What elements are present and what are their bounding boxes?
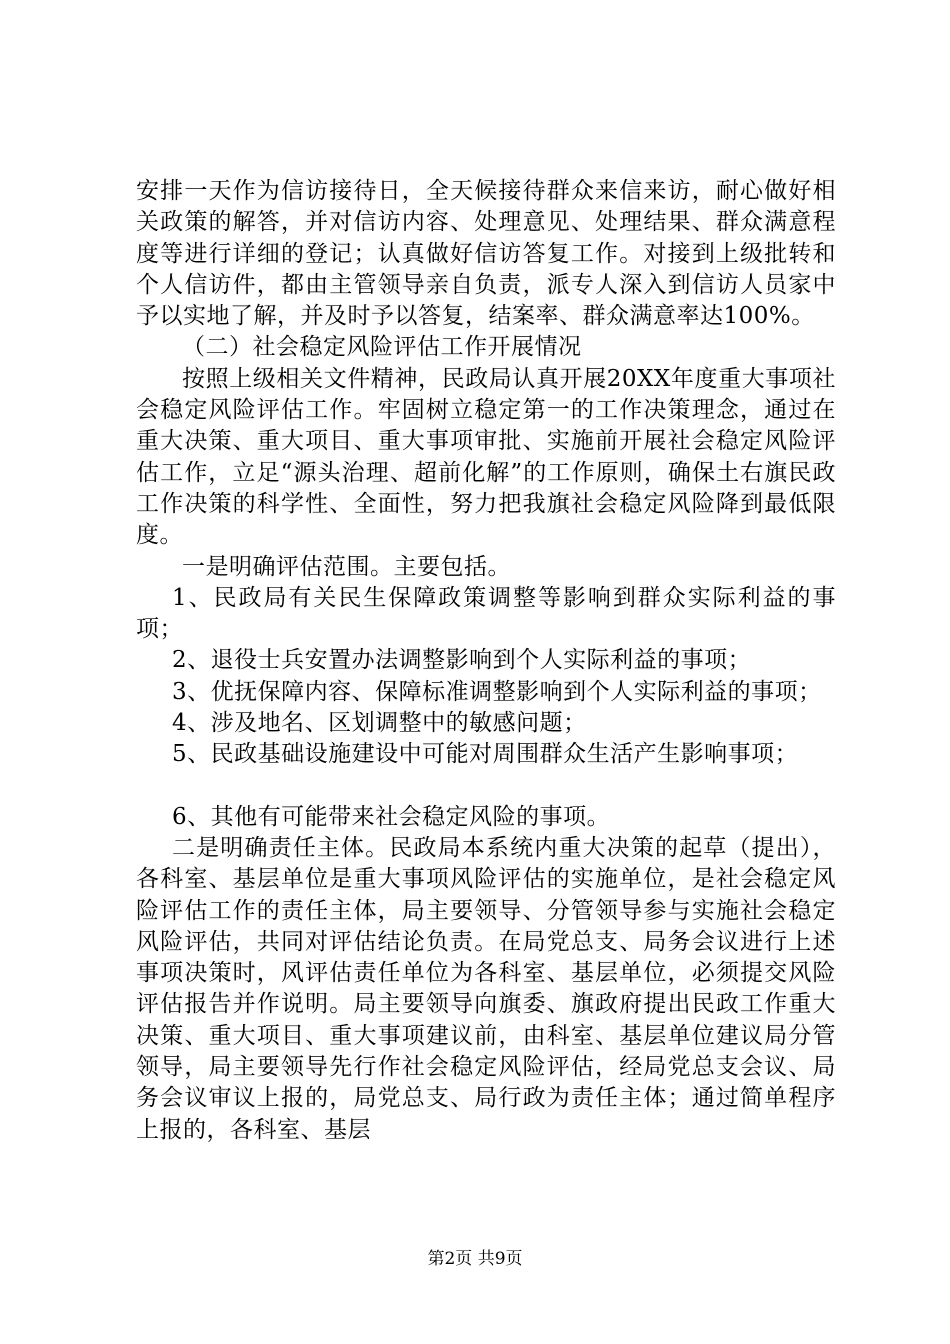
list-item-3: 3、优抚保障内容、保障标准调整影响到个人实际利益的事项；	[172, 678, 822, 705]
list-item-2: 2、退役士兵安置办法调整影响到个人实际利益的事项；	[172, 647, 752, 674]
blank-line	[136, 771, 836, 802]
page-number-footer: 第2页 共9页	[427, 1249, 523, 1269]
paragraph-scope-heading: 一是明确评估范围。主要包括。	[182, 553, 511, 580]
section-heading-risk-assessment: （二）社会稳定风险评估工作开展情况	[182, 334, 582, 361]
paragraph-petition-reception: 安排一天作为信访接待日，全天候接待群众来信来访，耐心做好相关政策的解答，并对信访内容、处理意见、处理结果、群众满意程度等进行详细的登记；认真做好信访答复工作。对接到上级批转和个人信访件，都由主管领导亲自负责，派专人深入到信访人员家中予以实地了解，并及时予以答复，结案率、群众满意率达100%。	[136, 178, 836, 330]
list-item-1: 1、民政局有关民生保障政策调整等影响到群众实际利益的事项；	[136, 584, 836, 643]
list-item-4: 4、涉及地名、区划调整中的敏感问题；	[172, 710, 587, 737]
list-item-5: 5、民政基础设施建设中可能对周围群众生活产生影响事项；	[172, 741, 799, 768]
paragraph-risk-assessment-overview: 按照上级相关文件精神，民政局认真开展20XX年度重大事项社会稳定风险评估工作。牢固树立稳定第一的工作决策理念，通过在重大决策、重大项目、重大事项审批、实施前开展社会稳定风险评估工作，立足“源头治理、超前化解”的工作原则，确保土右旗民政工作决策的科学性、全面性，努力把我旗社会稳定风险降到最低限度。	[136, 365, 836, 549]
list-item-6: 6、其他有可能带来社会稳定风险的事项。	[172, 803, 611, 830]
paragraph-responsibility: 二是明确责任主体。民政局本系统内重大决策的起草（提出），各科室、基层单位是重大事项风险评估的实施单位，是社会稳定风险评估工作的责任主体，局主要领导、分管领导参与实施社会稳定风险评估，共同对评估结论负责。在局党总支、局务会议进行上述事项决策时，风评估责任单位为各科室、基层单位，必须提交风险评估报告并作说明。局主要领导向旗委、旗政府提出民政工作重大决策、重大项目、重大事项建议前，由科室、基层单位建议局分管领导，局主要领导先行作社会稳定风险评估，经局党总支会议、局务会议审议上报的，局党总支、局行政为责任主体；通过简单程序上报的，各科室、基层	[136, 834, 836, 1143]
document-body	[136, 176, 836, 1146]
